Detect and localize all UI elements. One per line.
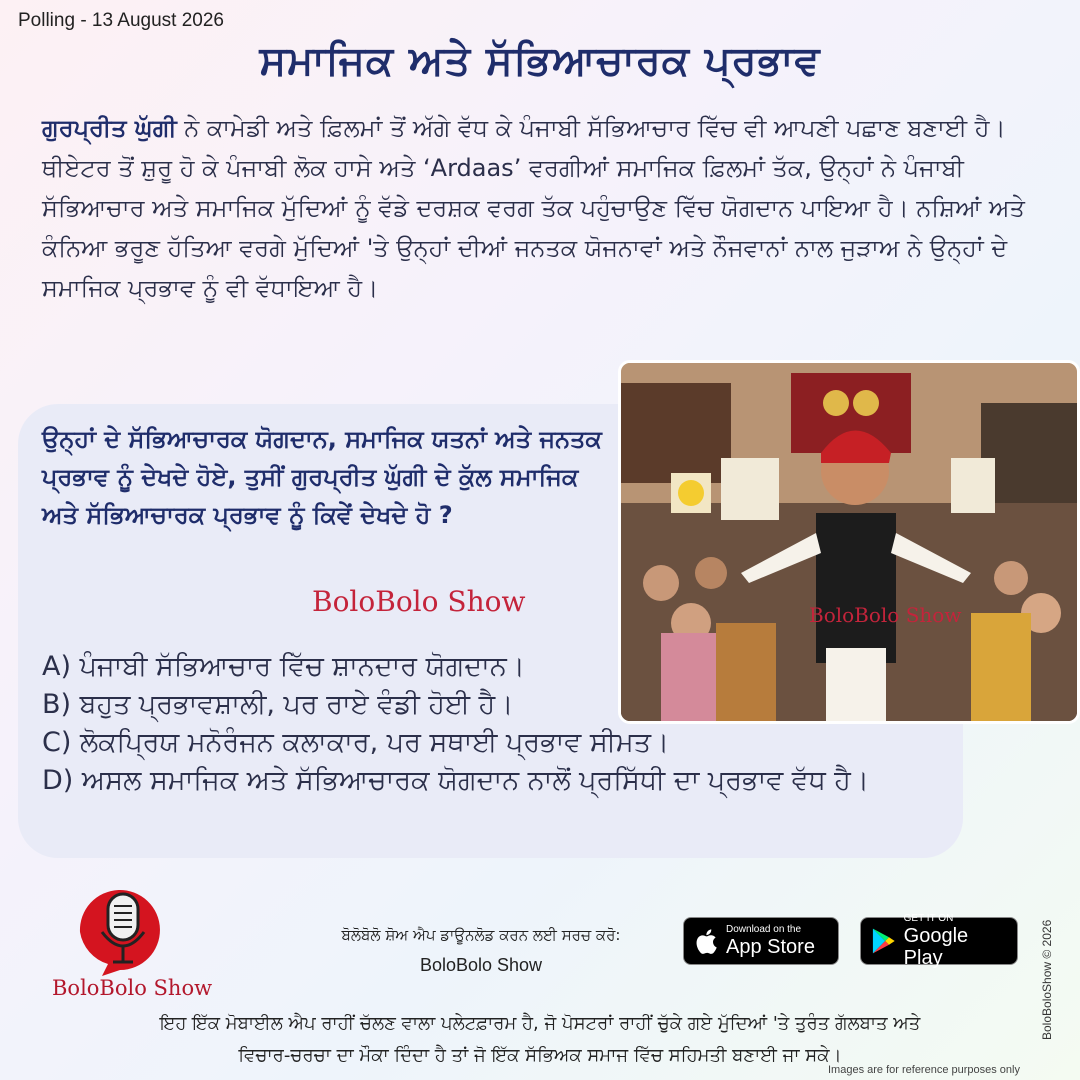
google-play-big: Google Play bbox=[903, 925, 969, 969]
photo-illustration bbox=[621, 363, 1077, 721]
google-play-icon bbox=[871, 927, 896, 955]
footer-line-1: ਇਹ ਇੱਕ ਮੋਬਾਈਲ ਐਪ ਰਾਹੀਂ ਚੱਲਣ ਵਾਲਾ ਪਲੇਟਫ਼ਾਰਮ ਹੈ, ਜੋ ਪੋਸਟਰਾਂ ਰਾਹੀਂ ਚੁੱਕੇ ਗਏ ਮੁੱਦਿਆਂ 'ਤੇ ਤੁਰੰਤ ਗੱਲਬਾਤ ਅਤੇ bbox=[159, 1013, 921, 1034]
brand-watermark: BoloBolo Show bbox=[312, 585, 526, 618]
app-store-badge[interactable] bbox=[683, 917, 839, 965]
footer-text bbox=[60, 1008, 1020, 1072]
featured-photo bbox=[618, 360, 1080, 724]
download-prompt: ਬੋਲੋਬੋਲੋ ਸ਼ੋਅ ਐਪ ਡਾਊਨਲੋਡ ਕਰਨ ਲਈ ਸਰਚ ਕਰੋ: bbox=[341, 926, 621, 944]
poll-question: ਉਨ੍ਹਾਂ ਦੇ ਸੱਭਿਆਚਾਰਕ ਯੋਗਦਾਨ, ਸਮਾਜਿਕ ਯਤਨਾਂ ਅਤੇ ਜਨਤਕ ਪ੍ਰਭਾਵ ਨੂੰ ਦੇਖਦੇ ਹੋਏ, ਤੁਸੀਂ ਗੁਰਪ੍ਰੀਤ ਘੁੱਗੀ ਦੇ ਕੁੱਲ ਸਮਾਜਿਕ ਅਤੇ ਸੱਭਿਆਚਾਰਕ ਪ੍ਰਭਾਵ ਨੂੰ ਕਿਵੇਂ ਦੇਖਦੇ ਹੋ ? bbox=[42, 425, 602, 529]
person-name: ਗੁਰਪ੍ਰੀਤ ਘੁੱਗੀ bbox=[42, 114, 177, 142]
google-play-badge[interactable] bbox=[860, 913, 1018, 969]
option-a[interactable]: A) ਪੰਜਾਬੀ ਸੱਭਿਆਚਾਰ ਵਿੱਚ ਸ਼ਾਨਦਾਰ ਯੋਗਦਾਨ। bbox=[42, 651, 525, 682]
microphone-icon bbox=[50, 882, 210, 977]
photo-watermark: BoloBolo Show bbox=[809, 603, 962, 627]
intro-text: ਨੇ ਕਾਮੇਡੀ ਅਤੇ ਫ਼ਿਲਮਾਂ ਤੋਂ ਅੱਗੇ ਵੱਧ ਕੇ ਪੰਜਾਬੀ ਸੱਭਿਆਚਾਰ ਵਿੱਚ ਵੀ ਆਪਣੀ ਪਛਾਣ ਬਣਾਈ ਹੈ। ਥੀਏਟਰ ਤੋਂ ਸ਼ੁਰੂ ਹੋ ਕੇ ਪੰਜਾਬੀ ਲੋਕ ਹਾਸੇ ਅਤੇ ‘Ardaas’ ਵਰਗੀਆਂ ਸਮਾਜਿਕ ਫ਼ਿਲਮਾਂ ਤੱਕ, ਉਨ੍ਹਾਂ ਨੇ ਪੰਜਾਬੀ ਸੱਭਿਆਚਾਰ ਅਤੇ ਸਮਾਜਿਕ ਮੁੱਦਿਆਂ ਨੂੰ ਵੱਡੇ ਦਰਸ਼ਕ ਵਰਗ ਤੱਕ ਪਹੁੰਚਾਉਣ ਵਿੱਚ ਯੋਗਦਾਨ ਪਾਇਆ ਹੈ। ਨਸ਼ਿਆਂ ਅਤੇ ਕੰਨਿਆ ਭਰੂਣ ਹੱਤਿਆ ਵਰਗੇ ਮੁੱਦਿਆਂ 'ਤੇ ਉਨ੍ਹਾਂ ਦੀਆਂ ਜਨਤਕ ਯੋਜਨਾਵਾਂ ਅਤੇ ਨੌਜਵਾਨਾਂ ਨਾਲ ਜੁੜਾਅ ਨੇ ਉਨ੍ਹਾਂ ਦੇ ਸਮਾਜਿਕ ਪ੍ਰਭਾਵ ਨੂੰ ਵੀ ਵੱਧਾਇਆ ਹੈ। bbox=[42, 114, 1025, 302]
google-play-small: GET IT ON bbox=[903, 913, 954, 924]
date-label: Polling - 13 August 2026 bbox=[18, 10, 224, 31]
option-c[interactable]: C) ਲੋਕਪ੍ਰਿਯ ਮਨੋਰੰਜਨ ਕਲਾਕਾਰ, ਪਰ ਸਥਾਈ ਪ੍ਰਭਾਵ ਸੀਮਤ। bbox=[42, 727, 670, 758]
app-store-big: App Store bbox=[726, 936, 815, 958]
option-d[interactable]: D) ਅਸਲ ਸਮਾਜਿਕ ਅਤੇ ਸੱਭਿਆਚਾਰਕ ਯੋਗਦਾਨ ਨਾਲੋਂ ਪ੍ਰਸਿੱਧੀ ਦਾ ਪ੍ਰਭਾਵ ਵੱਧ ਹੈ। bbox=[42, 765, 870, 796]
disclaimer: Images are for reference purposes only bbox=[828, 1064, 1020, 1076]
apple-icon bbox=[694, 927, 718, 955]
footer-line-2: ਵਿਚਾਰ-ਚਰਚਾ ਦਾ ਮੌਕਾ ਦਿੰਦਾ ਹੈ ਤਾਂ ਜੋ ਇੱਕ ਸੱਭਿਅਕ ਸਮਾਜ ਵਿੱਚ ਸਹਿਮਤੀ ਬਣਾਈ ਜਾ ਸਕੇ। bbox=[238, 1045, 842, 1066]
page-title: ਸਮਾਜਿਕ ਅਤੇ ਸੱਭਿਆਚਾਰਕ ਪ੍ਰਭਾਵ bbox=[259, 38, 821, 84]
app-store-small: Download on the bbox=[726, 924, 802, 935]
copyright: BoloBoloShow © 2026 bbox=[1040, 919, 1054, 1040]
logo-text: BoloBolo Show bbox=[52, 976, 213, 1000]
app-name: BoloBolo Show bbox=[419, 955, 543, 975]
download-info bbox=[300, 920, 662, 980]
option-b[interactable]: B) ਬਹੁਤ ਪ੍ਰਭਾਵਸ਼ਾਲੀ, ਪਰ ਰਾਏ ਵੰਡੀ ਹੋਈ ਹੈ। bbox=[42, 689, 514, 720]
intro-paragraph bbox=[42, 108, 1042, 308]
